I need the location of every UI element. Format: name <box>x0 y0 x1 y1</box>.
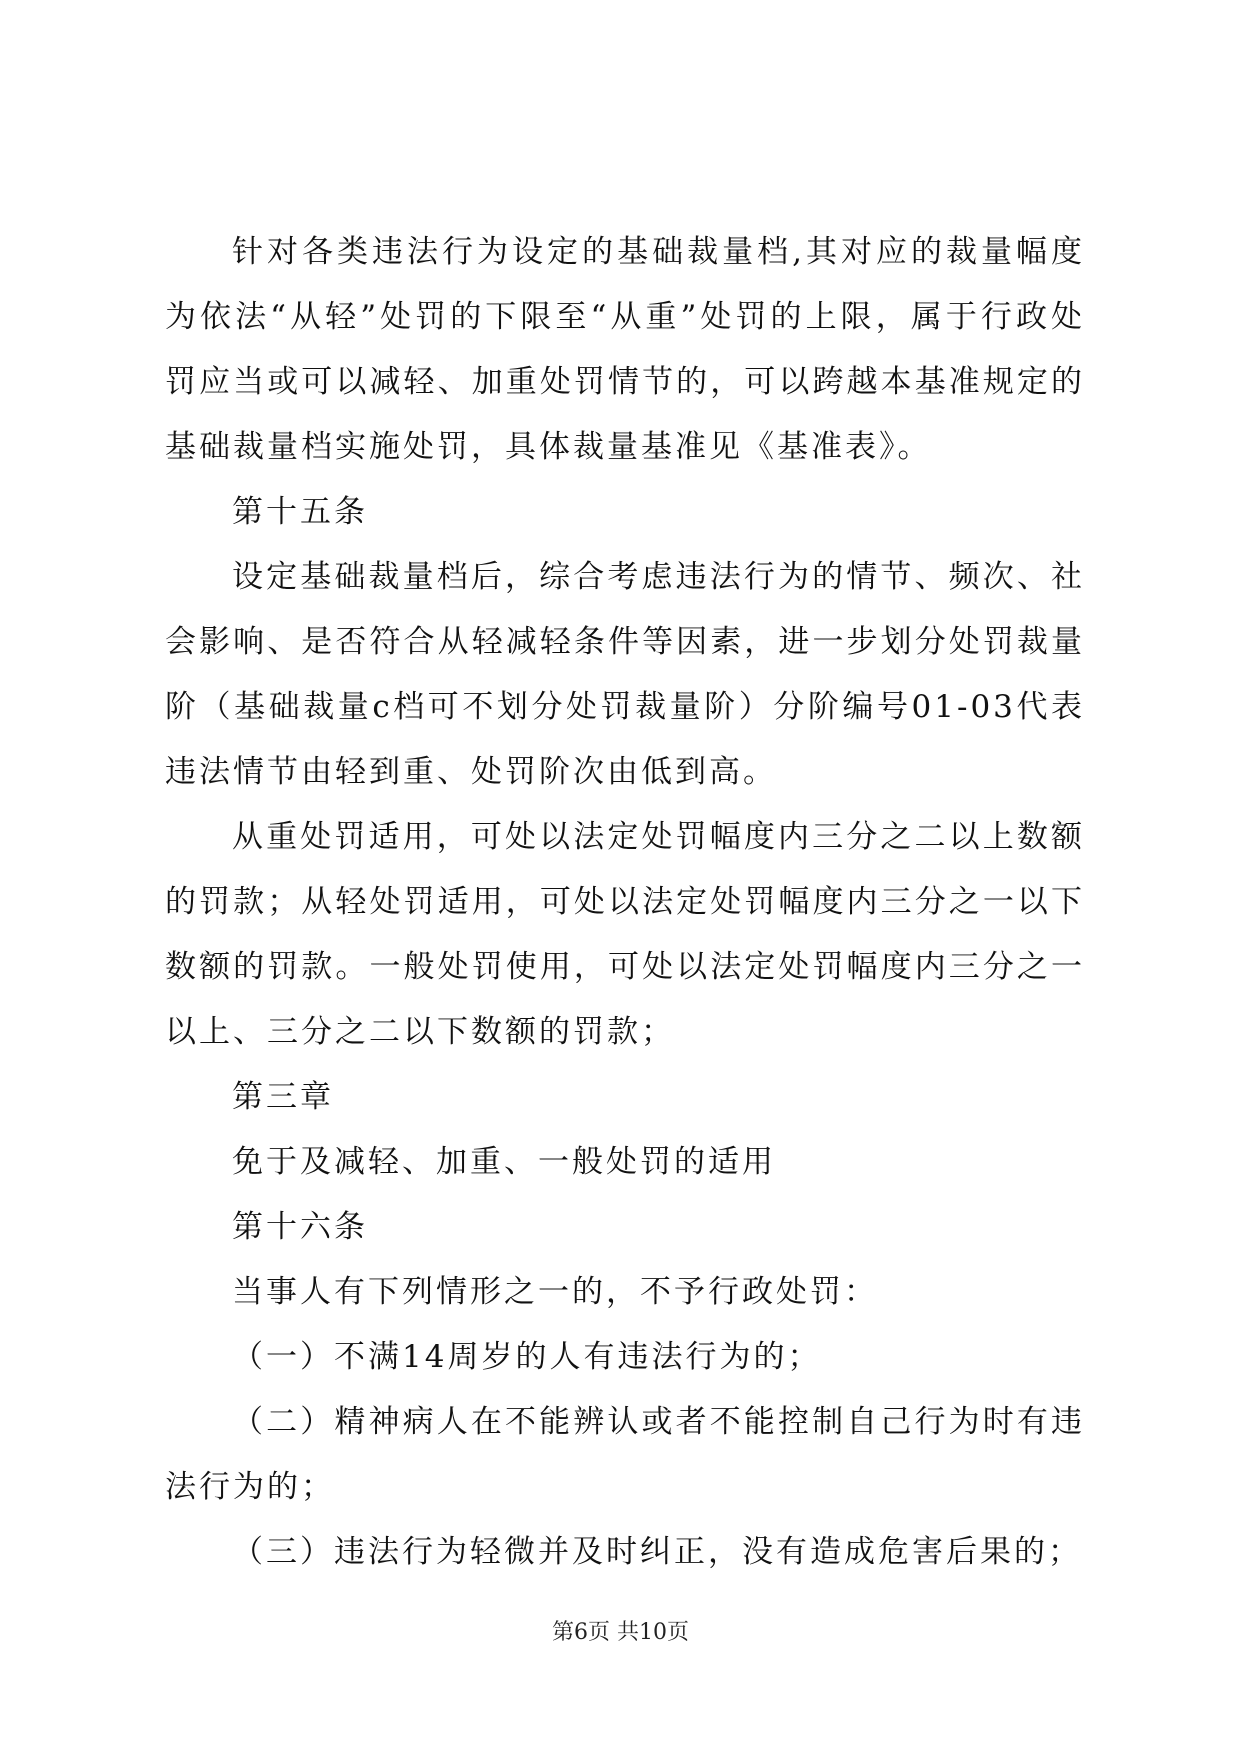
article-heading-15: 第十五条 <box>232 494 368 530</box>
chapter-title: 免于及减轻、加重、一般处罚的适用 <box>232 1144 776 1180</box>
paragraph-discretion-levels: 针对各类违法行为设定的基础裁量档,其对应的裁量幅度为依法“从轻”处罚的下限至“从重”处罚的上限，属于行政处罚应当或可以减轻、加重处罚情节的，可以跨越本基准规定的基础裁量档实施处罚，具体裁量基准见《基准表》。 <box>165 234 1085 465</box>
chapter-heading-3: 第三章 <box>232 1079 334 1115</box>
list-item-1: （一）不满14周岁的人有违法行为的； <box>232 1339 822 1375</box>
paragraph-no-penalty-intro: 当事人有下列情形之一的，不予行政处罚： <box>232 1274 878 1310</box>
paragraph-fine-ranges: 从重处罚适用，可处以法定处罚幅度内三分之二以上数额的罚款；从轻处罚适用，可处以法定处罚幅度内三分之一以下数额的罚款。一般处罚使用，可处以法定处罚幅度内三分之一以上、三分之二以下数额的罚款； <box>165 819 1085 1050</box>
list-item-2: （二）精神病人在不能辨认或者不能控制自己行为时有违法行为的； <box>165 1404 1085 1505</box>
page-number-footer: 第6页 共10页 <box>552 1620 689 1645</box>
article-heading-16: 第十六条 <box>232 1209 368 1245</box>
document-body <box>165 220 1085 1585</box>
paragraph-penalty-tiers: 设定基础裁量档后，综合考虑违法行为的情节、频次、社会影响、是否符合从轻减轻条件等因素，进一步划分处罚裁量阶（基础裁量c档可不划分处罚裁量阶）分阶编号01-03代表违法情节由轻到重、处罚阶次由低到高。 <box>165 559 1085 790</box>
list-item-3: （三）违法行为轻微并及时纠正，没有造成危害后果的； <box>232 1534 1082 1570</box>
